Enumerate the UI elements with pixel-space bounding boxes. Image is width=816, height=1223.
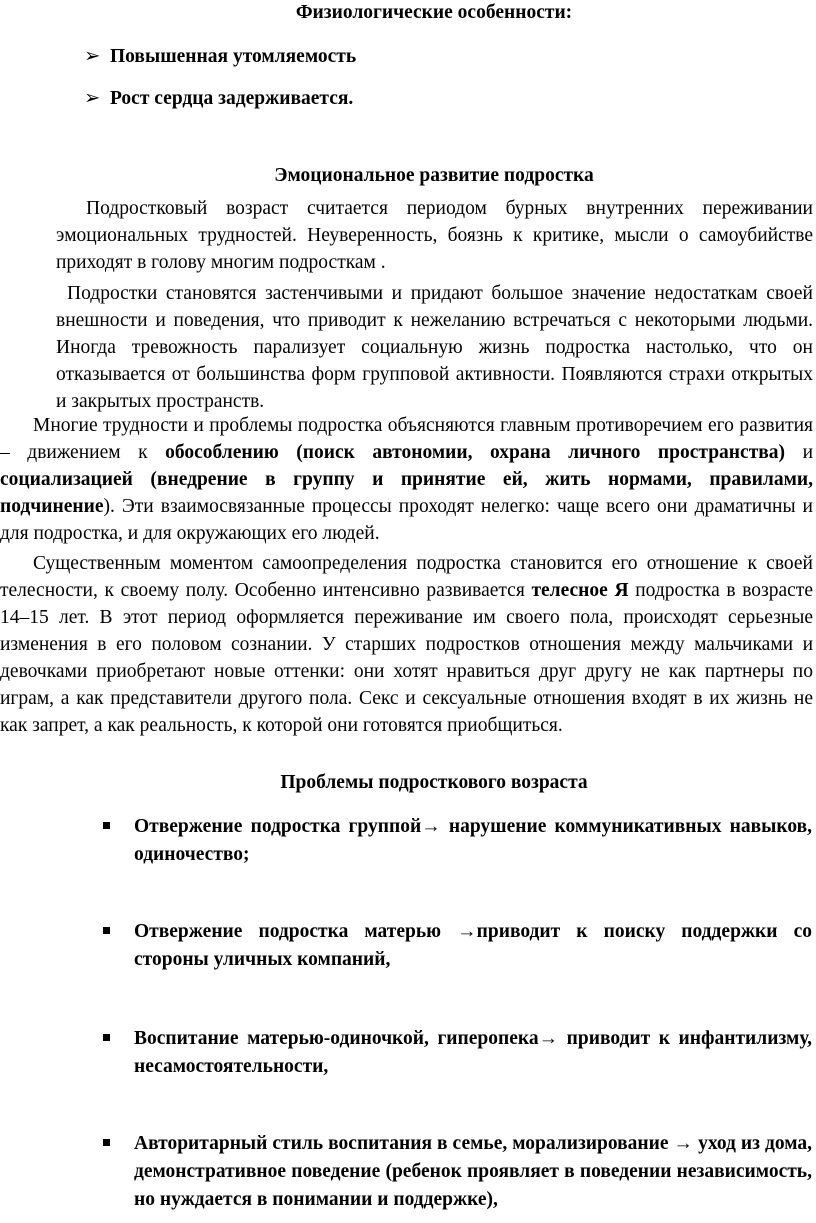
- paragraph: Существенным моментом самоопределения подростка становится его отношение к своей телесности, к своему полу. Особенно интенсивно развивается телесное Я подростка в возрасте 14–15 лет. В этот период оформляется переживание им своего пола, происходят серьезные изменения в его половом сознании. У старших подростков отношения между мальчиками и девочками приобретают новые оттенки: они хотят нравиться друг другу не как партнеры по играм, а как представители другого пола. Секс и сексуальные отношения входят в их жизнь не как запрет, а как реальность, к которой они готовятся приобщиться.: [0, 553, 813, 736]
- problem-item: Воспитание матерью-одиночкой, гиперопека→ приводит к инфантилизму, несамостоятельности,: [106, 1025, 812, 1081]
- problem-item: Отвержение подростка группой→ нарушение коммуникативных навыков, одиночество;: [106, 813, 812, 869]
- square-bullet-icon: [103, 927, 110, 934]
- physio-item: ➢ Повышенная утомляемость: [84, 46, 357, 67]
- problems-heading: Проблемы подросткового возраста: [280, 772, 588, 793]
- emotional-heading: Эмоциональное развитие подростка: [274, 165, 594, 186]
- arrow-bullet-icon: ➢: [84, 88, 101, 109]
- physio-item: ➢ Рост сердца задерживается.: [84, 88, 354, 109]
- arrow-bullet-icon: ➢: [84, 46, 101, 67]
- square-bullet-icon: [103, 822, 110, 829]
- square-bullet-icon: [103, 1139, 110, 1146]
- square-bullet-icon: [103, 1034, 110, 1041]
- physio-title: Физиологические особенности:: [295, 2, 573, 23]
- problem-item: Авторитарный стиль воспитания в семье, морализирование → уход из дома, демонстративное поведение (ребенок проявляет в поведении независимость, но нуждается в понимании и поддержке),: [106, 1130, 812, 1214]
- paragraph: Многие трудности и проблемы подростка объясняются главным противоречием его развития – движением к обособлению (поиск автономии, охрана личного пространства) и социализацией (внедрение в группу и принятие ей, жить нормами, правилами, подчинение). Эти взаимосвязанные процессы проходят нелегко: чаще всего они драматичны и для подростка, и для окружающих его людей.: [0, 415, 814, 544]
- paragraph: Подростковый возраст считается периодом бурных внутренних переживании эмоциональных трудностей. Неуверенность, боязнь к критике, мысли о самоубийстве приходят в голову многим подросткам .: [56, 198, 813, 273]
- problem-item: Отвержение подростка матерью →приводит к поиску поддержки со стороны уличных компаний,: [106, 918, 812, 974]
- paragraph: Подростки становятся застенчивыми и придают большое значение недостаткам своей внешности и поведения, что приводит к нежеланию встречаться с некоторыми людьми. Иногда тревожность парализует социальную жизнь подростка настолько, что он отказывается от большинства форм групповой активности. Появляются страхи открытых и закрытых пространств.: [56, 283, 813, 412]
